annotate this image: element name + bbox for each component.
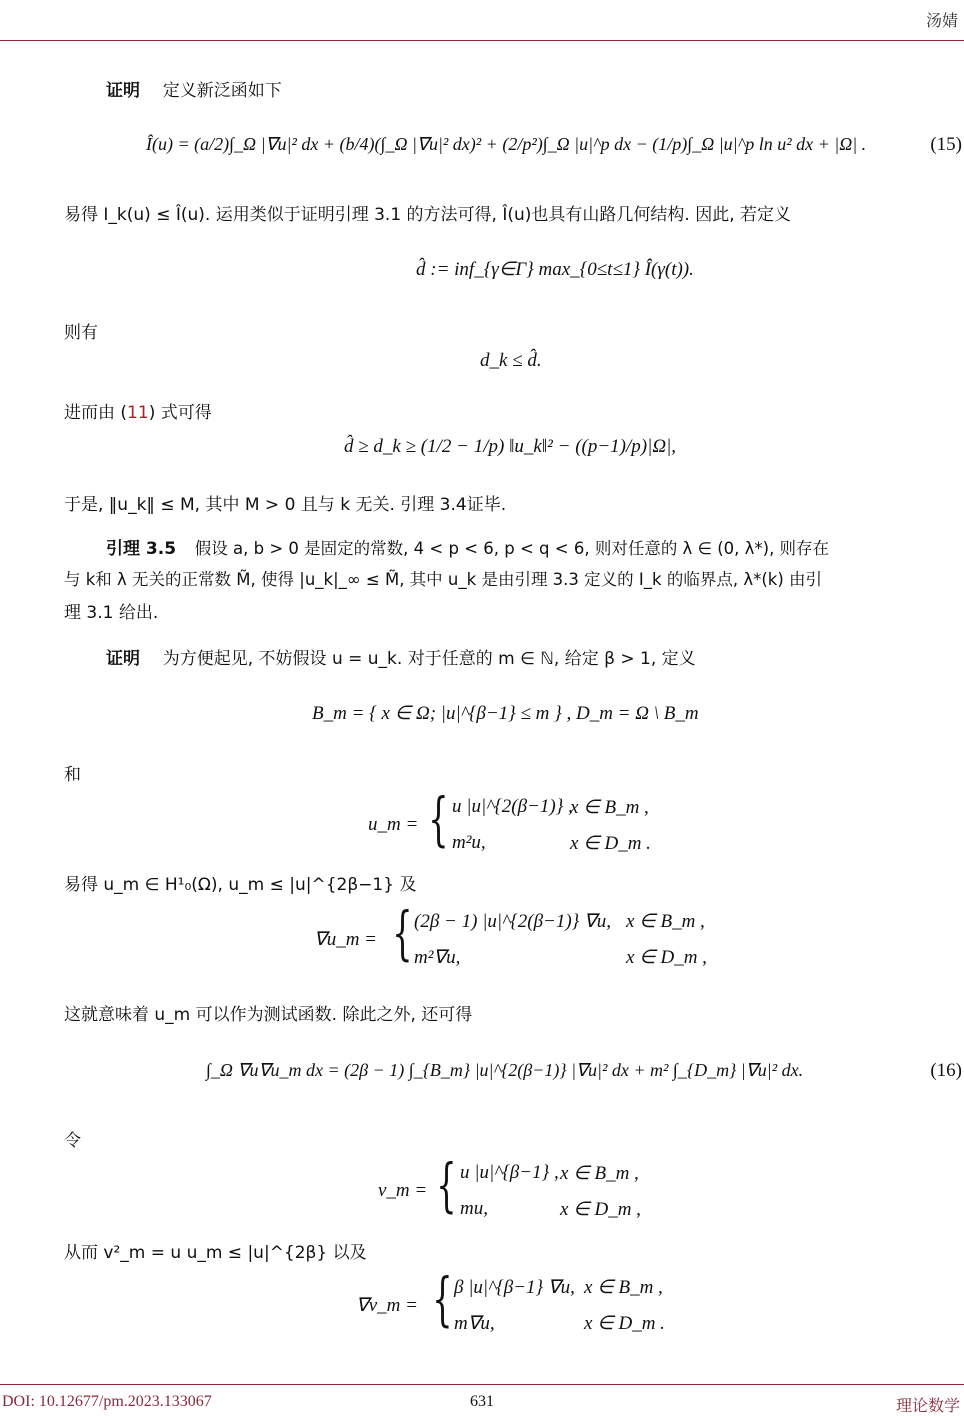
equation-16: ∫_Ω ∇u∇u_m dx = (2β − 1) ∫_{B_m} |u|^{2(β−1)} |∇u|² dx + m² ∫_{D_m} |∇u|² dx. (206, 1060, 804, 1080)
lemma-label: 引理 3.5 (106, 539, 177, 559)
lemma-line: 与 k和 λ 无关的正常数 M̃, 使得 |u_k|_∞ ≤ M̃, 其中 u_k 是由引理 3.3 定义的 I_k 的临界点, λ*(k) 由引 (64, 570, 823, 589)
case-expression: u |u|^{2(β−1)} , (452, 796, 573, 817)
text-line: 易得 I_k(u) ≤ Î(u). 运用类似于证明引理 3.1 的方法可得, Î(u)也具有山路几何结构. 因此, 若定义 (64, 205, 792, 225)
equation-15: Î(u) = (a/2)∫_Ω |∇u|² dx + (b/4)(∫_Ω |∇u|² dx)² + (2/p²)∫_Ω |u|^p dx − (1/p)∫_Ω |u|^p ln u² dx + |Ω| . (146, 134, 867, 154)
left-brace: { (428, 785, 449, 853)
case-lhs: v_m = (378, 1180, 428, 1201)
lemma-text: 假设 a, b > 0 是固定的常数, 4 < p < 6, p < q < 6, 则对任意的 λ ∈ (0, λ*), 则存在 (194, 539, 830, 558)
text-line: 这就意味着 u_m 可以作为测试函数. 除此之外, 还可得 (64, 1005, 473, 1025)
case-expression: β |u|^{β−1} ∇u, (454, 1277, 575, 1298)
case-lhs: ∇v_m = (356, 1295, 418, 1316)
header-rule (0, 40, 964, 41)
proof-label: 证明 (106, 81, 140, 101)
text-line: 易得 u_m ∈ H¹₀(Ω), u_m ≤ |u|^{2β−1} 及 (64, 875, 417, 895)
equation-reference-link[interactable]: 11 (127, 403, 149, 423)
case-expression: m∇u, (454, 1313, 495, 1334)
case-expression: (2β − 1) |u|^{2(β−1)} ∇u, (414, 911, 611, 932)
lemma-line: 理 3.1 给出. (64, 603, 159, 623)
proof-text: 为方便起见, 不妨假设 u = u_k. 对于任意的 m ∈ ℕ, 给定 β > 1, 定义 (162, 649, 696, 669)
case-condition: x ∈ D_m . (570, 833, 651, 854)
case-lhs: ∇u_m = (314, 929, 378, 950)
case-condition: x ∈ B_m , (560, 1163, 639, 1184)
proof-paragraph (106, 644, 696, 670)
text-line: 则有 (64, 323, 98, 343)
case-expression: mu, (460, 1198, 488, 1219)
case-condition: x ∈ D_m , (626, 947, 707, 968)
text-line (64, 398, 212, 423)
lemma-first-line (106, 534, 829, 560)
equation-number-16: (16) (930, 1060, 962, 1081)
footer-page-number: 631 (470, 1393, 494, 1410)
case-lhs: u_m = (368, 814, 419, 835)
case-condition: x ∈ B_m , (570, 797, 649, 818)
case-condition: x ∈ B_m , (626, 911, 705, 932)
equation-dk: d_k ≤ d̂. (480, 350, 542, 371)
text-prefix: 进而由 ( (64, 403, 128, 423)
left-brace: { (436, 1151, 457, 1219)
proof-label: 证明 (106, 649, 140, 669)
text-line: 令 (64, 1131, 81, 1151)
case-condition: x ∈ D_m , (560, 1199, 641, 1220)
case-condition: x ∈ D_m . (584, 1313, 665, 1334)
equation-dhat: d̂ := inf_{γ∈Γ} max_{0≤t≤1} Î(γ(t)). (416, 259, 694, 280)
left-brace: { (432, 1265, 453, 1333)
equation-number-15: (15) (930, 134, 962, 155)
equation-Bm: B_m = { x ∈ Ω; |u|^{β−1} ≤ m } , D_m = Ω \ B_m (312, 703, 699, 724)
proof-paragraph (106, 76, 282, 102)
case-expression: m²u, (452, 832, 486, 853)
footer-doi-link[interactable]: DOI: 10.12677/pm.2023.133067 (2, 1393, 212, 1410)
case-expression: u |u|^{β−1} , (460, 1162, 559, 1183)
case-condition: x ∈ B_m , (584, 1277, 663, 1298)
text-line: 于是, ‖u_k‖ ≤ M, 其中 M > 0 且与 k 无关. 引理 3.4证毕. (64, 495, 507, 515)
equation-bound: d̂ ≥ d_k ≥ (1/2 − 1/p) ‖u_k‖² − ((p−1)/p)|Ω|, (344, 436, 677, 457)
footer-rule (0, 1384, 964, 1385)
text-line: 和 (64, 765, 81, 785)
footer-journal-link[interactable]: 理论数学 (895, 1396, 960, 1415)
left-brace: { (392, 899, 413, 967)
text-line: 从而 v²_m = u u_m ≤ |u|^{2β} 以及 (64, 1243, 367, 1263)
header-author: 汤婧 (925, 11, 958, 30)
proof-text: 定义新泛函如下 (162, 81, 282, 101)
text-suffix: ) 式可得 (148, 403, 212, 423)
case-expression: m²∇u, (414, 947, 461, 968)
